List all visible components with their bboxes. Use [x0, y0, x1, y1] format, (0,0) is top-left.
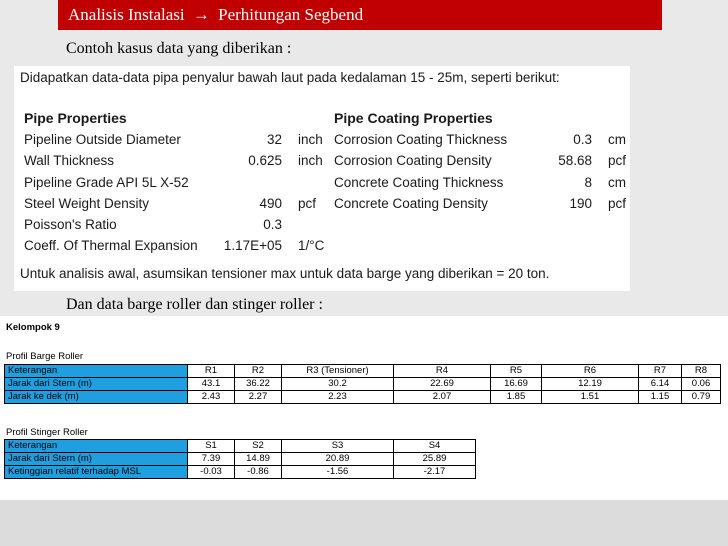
- pipe-prop-value: 1.17E+05: [223, 238, 282, 253]
- coating-prop-unit: cm: [608, 132, 626, 147]
- pipe-prop-value: 0.625: [248, 153, 282, 168]
- pipe-prop-label: Poisson's Ratio: [24, 217, 117, 232]
- table-row-label: Ketinggian relatif terhadap MSL: [5, 466, 188, 479]
- subtitle-case-data: Contoh kasus data yang diberikan :: [66, 40, 292, 57]
- coating-prop-unit: pcf: [608, 196, 627, 211]
- stinger-roller-title: Profil Stinger Roller: [6, 427, 88, 438]
- slide-footer: [0, 500, 728, 546]
- pipe-prop-unit: 1/°C: [298, 238, 325, 253]
- stinger-roller-table: [4, 439, 476, 479]
- intro-text: Didapatkan data-data pipa penyalur bawah laut pada kedalaman 15 - 25m, seperti berikut:: [20, 70, 560, 85]
- table-header-cell: S2: [235, 440, 282, 453]
- coating-prop-label: Corrosion Coating Thickness: [334, 132, 508, 147]
- table-cell: 43.1: [188, 378, 235, 391]
- coating-prop-label: Concrete Coating Thickness: [334, 175, 504, 190]
- table-cell: 0.06: [682, 378, 721, 391]
- table-cell: 36.22: [235, 378, 282, 391]
- roller-tables-panel: [0, 316, 728, 500]
- table-header-cell: R3 (Tensioner): [282, 365, 394, 378]
- table-header-cell: S4: [394, 440, 476, 453]
- table-header-cell: R5: [491, 365, 542, 378]
- table-cell: 2.23: [282, 391, 394, 404]
- table-header-cell: S3: [282, 440, 394, 453]
- pipe-prop-unit: pcf: [298, 196, 317, 211]
- table-cell: 12.19: [542, 378, 639, 391]
- pipe-prop-label: Pipeline Grade API 5L X-52: [24, 175, 189, 190]
- tensioner-note: Untuk analisis awal, asumsikan tensioner max untuk data barge yang diberikan = 20 ton.: [20, 266, 550, 281]
- subtitle-roller-data: Dan data barge roller dan stinger roller :: [66, 296, 323, 313]
- coating-prop-value: 8: [584, 175, 592, 190]
- barge-roller-table: [4, 364, 721, 404]
- table-header-cell: R1: [188, 365, 235, 378]
- pipe-prop-value: 32: [266, 132, 282, 147]
- table-header-cell: Keterangan: [5, 440, 188, 453]
- table-row-label: Jarak ke dek (m): [5, 391, 188, 404]
- table-cell: 30.2: [282, 378, 394, 391]
- pipe-prop-value: 490: [259, 196, 282, 211]
- pipe-prop-unit: inch: [298, 153, 323, 168]
- coating-properties-title: Pipe Coating Properties: [334, 110, 493, 126]
- group-label: Kelompok 9: [6, 322, 60, 333]
- coating-prop-value: 0.3: [573, 132, 592, 147]
- subsection-title: Perhitungan Segbend: [218, 5, 364, 24]
- table-cell: -0.03: [188, 466, 235, 479]
- pipe-prop-label: Wall Thickness: [24, 153, 115, 168]
- table-cell: 1.51: [542, 391, 639, 404]
- table-cell: 25.89: [394, 453, 476, 466]
- coating-prop-unit: cm: [608, 175, 626, 190]
- table-header-cell: Keterangan: [5, 365, 188, 378]
- coating-prop-unit: pcf: [608, 153, 627, 168]
- table-row: [5, 391, 721, 404]
- slide-title-bar: [58, 0, 662, 30]
- table-cell: -0.86: [235, 466, 282, 479]
- table-header-cell: S1: [188, 440, 235, 453]
- coating-prop-label: Corrosion Coating Density: [334, 153, 492, 168]
- table-header-cell: R7: [639, 365, 682, 378]
- table-cell: -1.56: [282, 466, 394, 479]
- table-cell: 2.27: [235, 391, 282, 404]
- pipe-prop-label: Coeff. Of Thermal Expansion: [24, 238, 198, 253]
- coating-prop-value: 58.68: [558, 153, 592, 168]
- table-cell: 0.79: [682, 391, 721, 404]
- table-header-cell: R8: [682, 365, 721, 378]
- table-header-row: [5, 365, 721, 378]
- barge-roller-title: Profil Barge Roller: [6, 351, 84, 362]
- pipe-properties-title: Pipe Properties: [24, 110, 127, 126]
- table-cell: 7.39: [188, 453, 235, 466]
- table-row: [5, 466, 476, 479]
- pipe-data-panel: [14, 66, 630, 291]
- table-header-cell: R4: [394, 365, 491, 378]
- arrow-right-icon: →: [192, 5, 210, 24]
- table-header-cell: R6: [542, 365, 639, 378]
- table-cell: 1.15: [639, 391, 682, 404]
- pipe-prop-label: Pipeline Outside Diameter: [24, 132, 181, 147]
- coating-prop-value: 190: [569, 196, 592, 211]
- table-cell: 16.69: [491, 378, 542, 391]
- table-header-cell: R2: [235, 365, 282, 378]
- table-cell: 2.43: [188, 391, 235, 404]
- table-cell: -2.17: [394, 466, 476, 479]
- pipe-prop-unit: inch: [298, 132, 323, 147]
- table-cell: 6.14: [639, 378, 682, 391]
- table-header-row: [5, 440, 476, 453]
- table-row-label: Jarak dari Stern (m): [5, 453, 188, 466]
- table-cell: 20.89: [282, 453, 394, 466]
- section-title: Analisis Instalasi: [68, 5, 185, 24]
- table-cell: 22.69: [394, 378, 491, 391]
- table-row: [5, 453, 476, 466]
- table-cell: 2.07: [394, 391, 491, 404]
- coating-prop-label: Concrete Coating Density: [334, 196, 488, 211]
- pipe-prop-label: Steel Weight Density: [24, 196, 150, 211]
- table-cell: 1.85: [491, 391, 542, 404]
- pipe-prop-value: 0.3: [263, 217, 282, 232]
- table-row: [5, 378, 721, 391]
- table-row-label: Jarak dari Stern (m): [5, 378, 188, 391]
- table-cell: 14.89: [235, 453, 282, 466]
